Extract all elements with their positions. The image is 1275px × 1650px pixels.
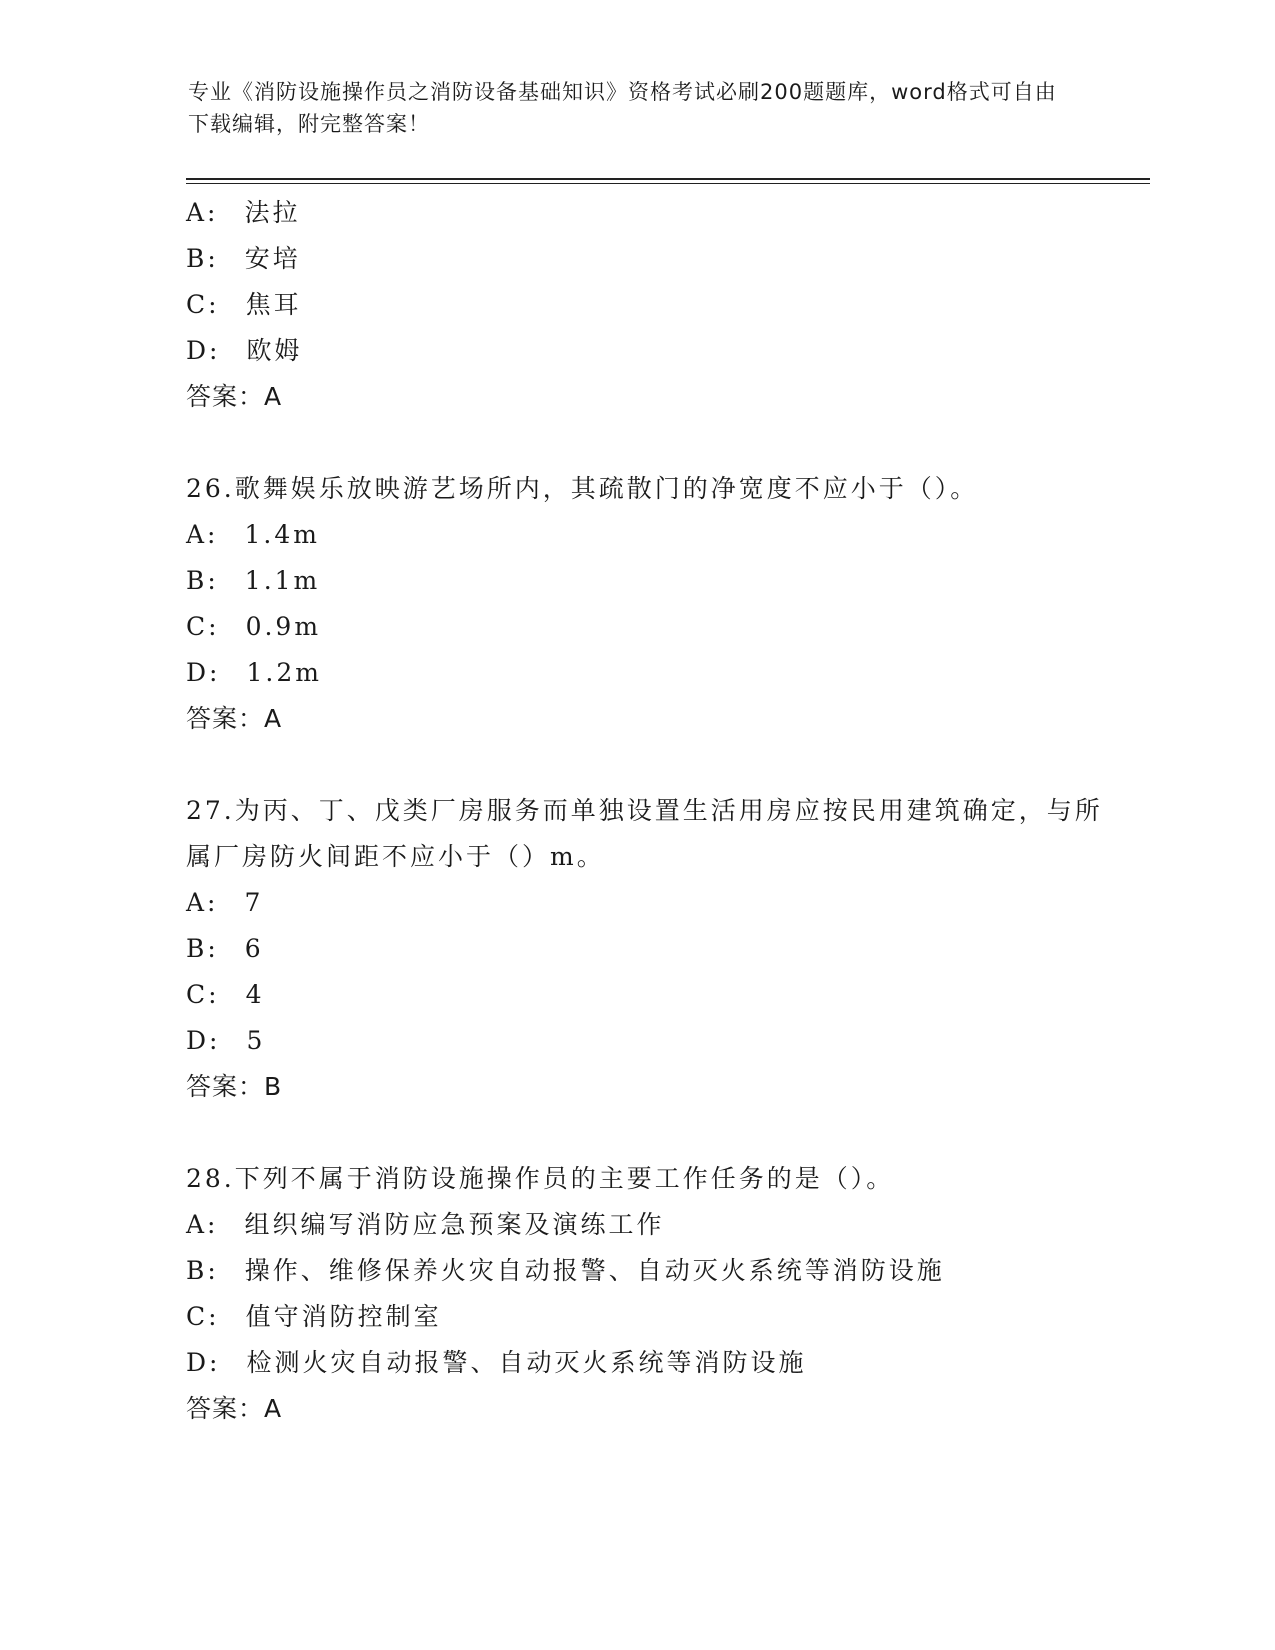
header-rule-thick (186, 178, 1150, 180)
option-b: B: 6 (186, 934, 264, 963)
prev-question-block (186, 190, 1126, 420)
option-c: C: 焦耳 (186, 290, 302, 319)
option-a: A: 7 (186, 888, 264, 917)
question-list (186, 190, 1126, 1432)
option-c: C: 0.9m (186, 612, 322, 641)
option-b: B: 1.1m (186, 566, 321, 595)
question-block-27 (186, 788, 1126, 1110)
option-d: D: 欧姆 (186, 336, 303, 365)
option-a: A: 法拉 (186, 198, 301, 227)
question-block-28 (186, 1156, 1126, 1432)
option-a: A: 1.4m (186, 520, 320, 549)
option-d: D: 5 (186, 1026, 266, 1055)
answer-line: 答案：A (186, 704, 283, 733)
header-rule-thin (186, 183, 1150, 184)
option-d: D: 1.2m (186, 658, 322, 687)
question-stem: 28.下列不属于消防设施操作员的主要工作任务的是（）。 (186, 1164, 895, 1193)
option-b: B: 安培 (186, 244, 301, 273)
option-b: B: 操作、维修保养火灾自动报警、自动灭火系统等消防设施 (186, 1256, 945, 1285)
option-d: D: 检测火灾自动报警、自动灭火系统等消防设施 (186, 1348, 807, 1377)
answer-line: 答案：B (186, 1072, 283, 1101)
question-block-26 (186, 466, 1126, 742)
option-c: C: 4 (186, 980, 265, 1009)
answer-line: 答案：A (186, 382, 283, 411)
question-stem: 27.为丙、丁、戊类厂房服务而单独设置生活用房应按民用建筑确定，与所属厂房防火间距不应小于（）m。 (186, 796, 1103, 871)
answer-line: 答案：A (186, 1394, 283, 1423)
option-c: C: 值守消防控制室 (186, 1302, 442, 1331)
option-a: A: 组织编写消防应急预案及演练工作 (186, 1210, 665, 1239)
question-stem: 26.歌舞娱乐放映游艺场所内，其疏散门的净宽度不应小于（）。 (186, 474, 979, 503)
document-header: 专业《消防设施操作员之消防设备基础知识》资格考试必刷200题题库，word格式可自由下载编辑，附完整答案！ (188, 80, 1057, 136)
